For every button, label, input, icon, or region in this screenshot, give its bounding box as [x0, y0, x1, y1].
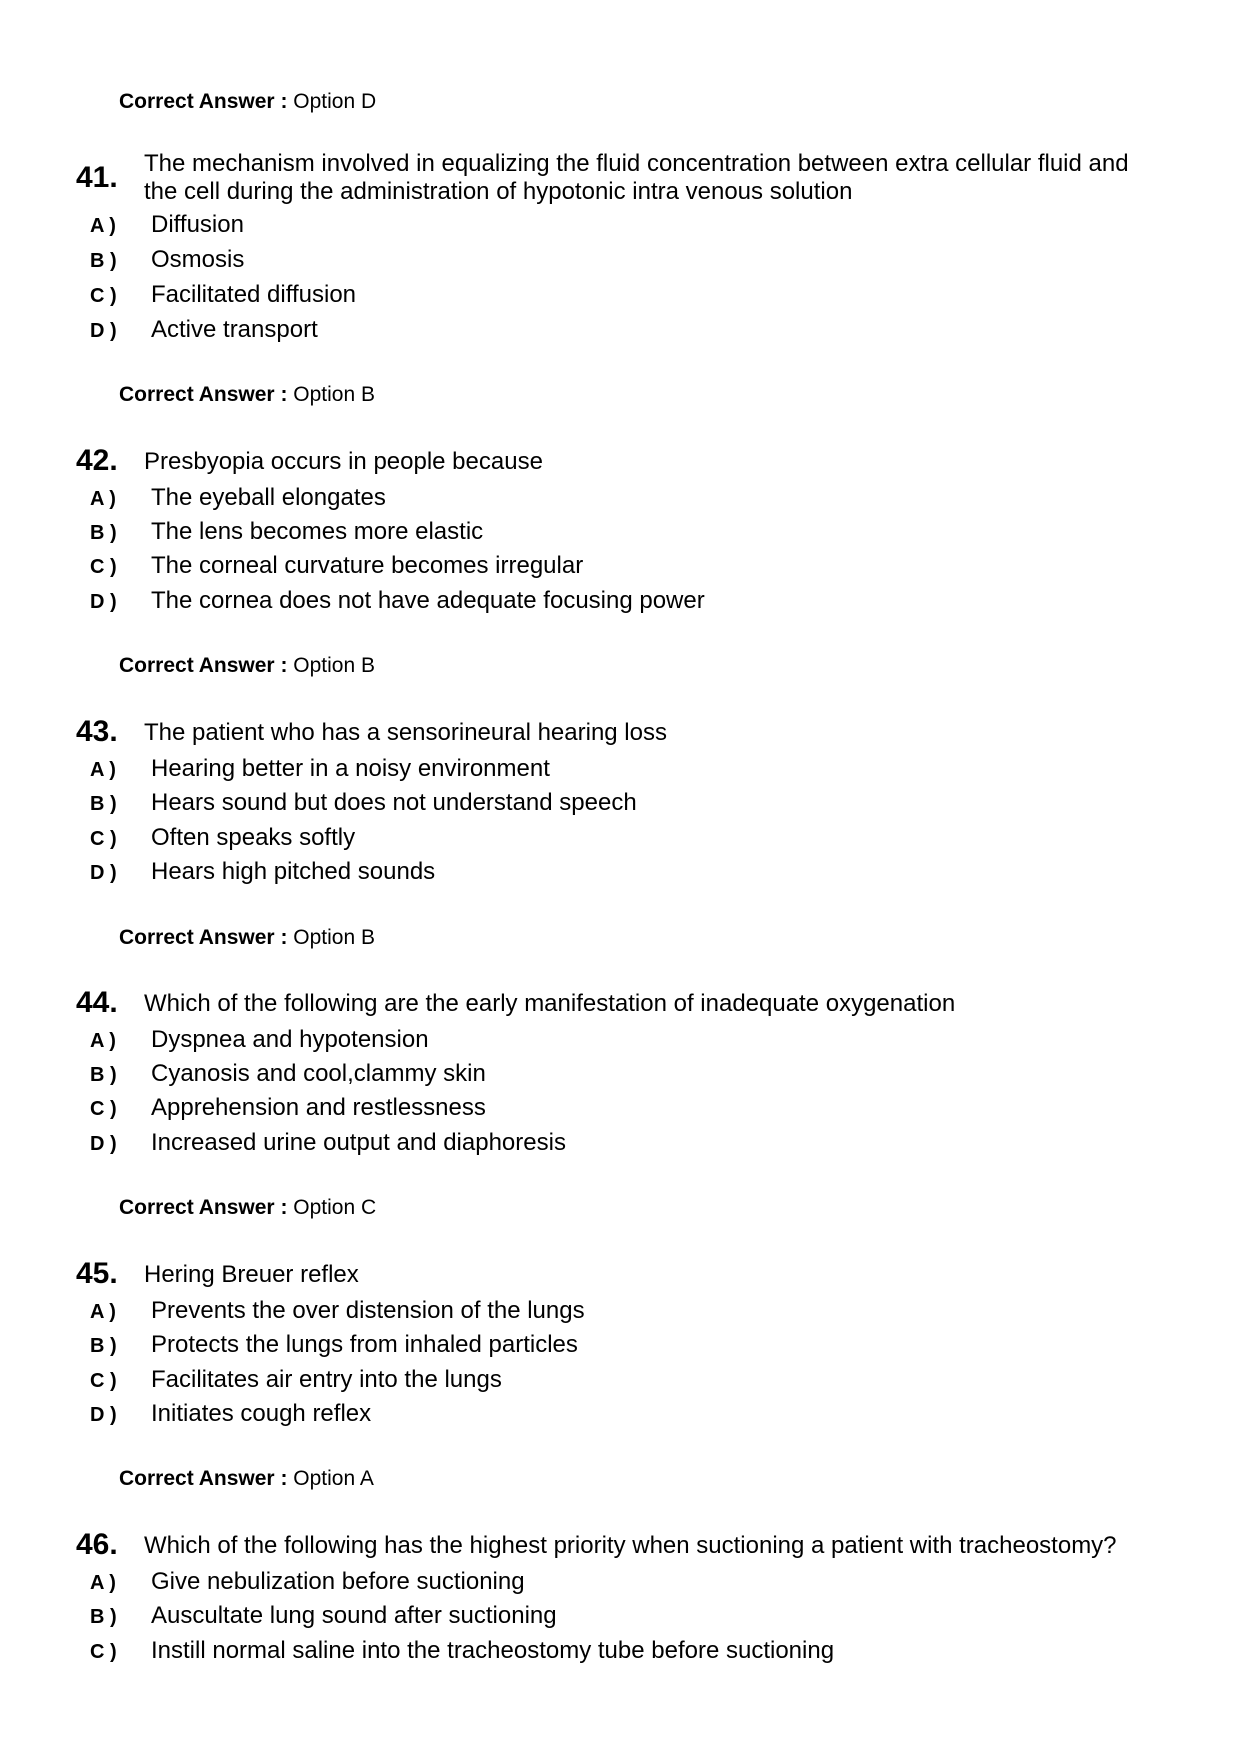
option-text: Often speaks softly [151, 824, 356, 851]
correct-answer-label: Correct Answer : [119, 90, 288, 113]
option-letter: D ) [90, 1133, 117, 1155]
question-number: 43. [76, 715, 118, 748]
option-letter: B ) [90, 250, 117, 272]
option-letter: D ) [90, 862, 117, 884]
option-text: Increased urine output and diaphoresis [151, 1129, 566, 1156]
option-item [90, 1365, 1190, 1395]
option-text: The cornea does not have adequate focusing power [151, 587, 705, 614]
question-text: Presbyopia occurs in people because [144, 448, 543, 475]
correct-answer [119, 925, 375, 951]
option-item [90, 1567, 1190, 1597]
option-letter: A ) [90, 1301, 116, 1323]
option-letter: B ) [90, 793, 117, 815]
option-item [90, 857, 1190, 887]
option-letter: A ) [90, 759, 116, 781]
correct-answer-value: Option B [293, 654, 375, 677]
correct-answer-label: Correct Answer : [119, 383, 288, 406]
option-text: Facilitates air entry into the lungs [151, 1366, 502, 1393]
option-letter: B ) [90, 522, 117, 544]
question-text: Which of the following has the highest priority when suctioning a patient with tracheostomy? [144, 1532, 1117, 1559]
question-number: 44. [76, 986, 118, 1019]
option-letter: C ) [90, 1641, 117, 1663]
option-text: The lens becomes more elastic [151, 518, 484, 545]
question-text: Hering Breuer reflex [144, 1261, 359, 1288]
option-text: Cyanosis and cool,clammy skin [151, 1060, 486, 1087]
option-letter: A ) [90, 1030, 116, 1052]
option-letter: B ) [90, 1606, 117, 1628]
option-letter: D ) [90, 320, 117, 342]
correct-answer [119, 1466, 374, 1492]
option-text: Facilitated diffusion [151, 281, 357, 308]
option-text: Auscultate lung sound after suctioning [151, 1602, 557, 1629]
option-item [90, 1059, 1190, 1089]
option-item [90, 788, 1190, 818]
option-text: Protects the lungs from inhaled particles [151, 1331, 578, 1358]
option-letter: C ) [90, 1370, 117, 1392]
option-item [90, 483, 1190, 513]
correct-answer-value: Option D [293, 90, 377, 113]
option-item [90, 586, 1190, 616]
option-text: Hears sound but does not understand speech [151, 789, 637, 816]
option-item [90, 823, 1190, 853]
option-letter: C ) [90, 556, 117, 578]
option-text: Diffusion [151, 211, 244, 238]
option-letter: A ) [90, 488, 116, 510]
option-text: Hearing better in a noisy environment [151, 755, 550, 782]
correct-answer-value: Option A [293, 1467, 374, 1490]
correct-answer-value: Option B [293, 926, 375, 949]
option-text: The corneal curvature becomes irregular [151, 552, 584, 579]
option-item [90, 1093, 1190, 1123]
option-item [90, 517, 1190, 547]
option-item [90, 1399, 1190, 1429]
correct-answer-label: Correct Answer : [119, 654, 288, 677]
correct-answer-value: Option B [293, 383, 375, 406]
option-item [90, 1128, 1190, 1158]
correct-answer [119, 382, 375, 408]
correct-answer-label: Correct Answer : [119, 1196, 288, 1219]
option-item [90, 1636, 1190, 1666]
question-number: 42. [76, 444, 118, 477]
option-text: Hears high pitched sounds [151, 858, 436, 885]
option-text: Instill normal saline into the tracheostomy tube before suctioning [151, 1637, 835, 1664]
option-letter: C ) [90, 285, 117, 307]
question-text: The mechanism involved in equalizing the fluid concentration between extra cellular fluid and the cell during the administration of hypotonic intra venous solution [144, 150, 1129, 205]
question-text: Which of the following are the early manifestation of inadequate oxygenation [144, 990, 956, 1017]
option-text: Initiates cough reflex [151, 1400, 372, 1427]
question-number: 41. [76, 161, 118, 194]
correct-answer [119, 1195, 376, 1221]
option-letter: A ) [90, 215, 116, 237]
option-letter: A ) [90, 1572, 116, 1594]
option-text: Prevents the over distension of the lungs [151, 1297, 585, 1324]
option-item [90, 280, 1190, 310]
option-letter: D ) [90, 1404, 117, 1426]
option-letter: C ) [90, 828, 117, 850]
option-text: Active transport [151, 316, 318, 343]
option-item [90, 1601, 1190, 1631]
correct-answer-label: Correct Answer : [119, 1467, 288, 1490]
option-text: Osmosis [151, 246, 245, 273]
option-item [90, 315, 1190, 345]
correct-answer-value: Option C [293, 1196, 377, 1219]
question-number: 45. [76, 1257, 118, 1290]
option-item [90, 551, 1190, 581]
option-letter: B ) [90, 1335, 117, 1357]
correct-answer [119, 89, 376, 115]
option-text: Dyspnea and hypotension [151, 1026, 429, 1053]
correct-answer-label: Correct Answer : [119, 926, 288, 949]
option-letter: C ) [90, 1098, 117, 1120]
option-item [90, 754, 1190, 784]
question-text: The patient who has a sensorineural hearing loss [144, 719, 667, 746]
option-item [90, 1025, 1190, 1055]
option-letter: D ) [90, 591, 117, 613]
question-number: 46. [76, 1528, 118, 1561]
option-item [90, 210, 1190, 240]
option-text: Apprehension and restlessness [151, 1094, 486, 1121]
option-text: The eyeball elongates [151, 484, 386, 511]
option-item [90, 245, 1190, 275]
correct-answer [119, 653, 375, 679]
option-item [90, 1296, 1190, 1326]
option-text: Give nebulization before suctioning [151, 1568, 525, 1595]
option-item [90, 1330, 1190, 1360]
option-letter: B ) [90, 1064, 117, 1086]
